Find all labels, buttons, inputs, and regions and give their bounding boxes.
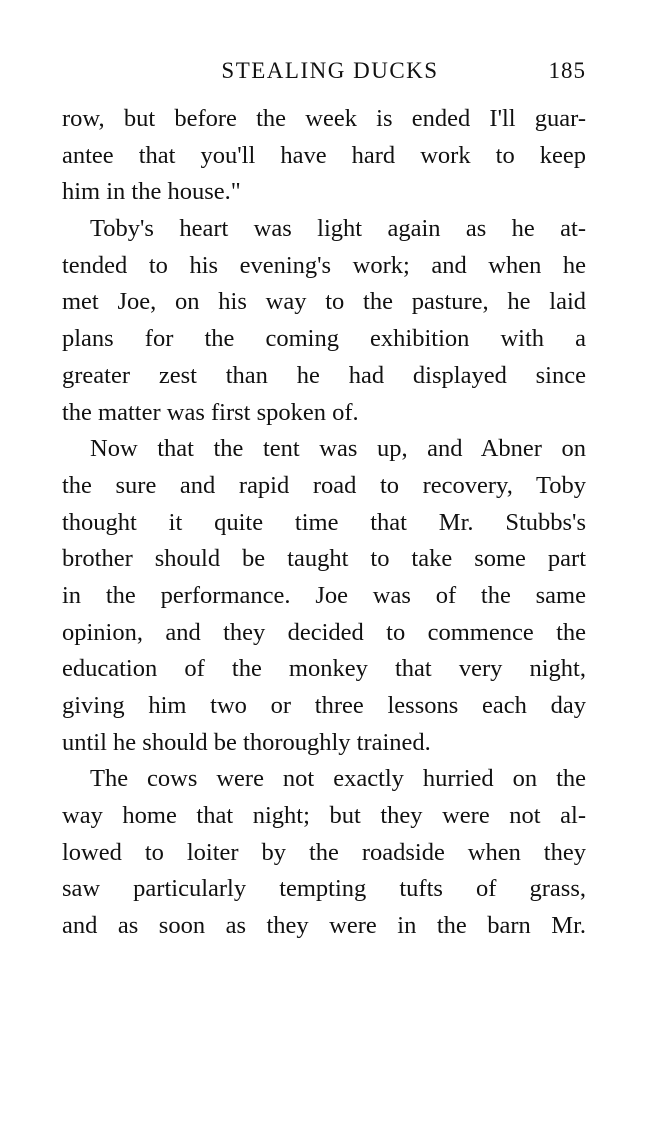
running-title: STEALING DUCKS xyxy=(221,58,439,83)
text-line: the sure and rapid road to recovery, Toby xyxy=(62,471,586,499)
paragraph-start-line: Toby's heart was light again as he at- xyxy=(90,215,586,243)
text-line: education of the monkey that very night, xyxy=(62,655,586,683)
body-text xyxy=(62,101,586,945)
text-line: greater zest than he had displayed since xyxy=(62,361,586,389)
text-line: him in the house." xyxy=(62,178,241,206)
text-line: in the performance. Joe was of the same xyxy=(62,581,586,609)
text-line: row, but before the week is ended I'll guar- xyxy=(62,105,586,132)
text-line: met Joe, on his way to the pasture, he laid xyxy=(62,288,586,316)
text-line: giving him two or three lessons each day xyxy=(62,692,586,719)
text-line: saw particularly tempting tufts of grass, xyxy=(62,875,586,903)
text-line: until he should be thoroughly trained. xyxy=(62,728,431,756)
text-line: and as soon as they were in the barn Mr. xyxy=(62,912,586,940)
text-line: way home that night; but they were not al- xyxy=(62,802,586,830)
text-line: thought it quite time that Mr. Stubbs's xyxy=(62,508,586,536)
text-line: lowed to loiter by the roadside when they xyxy=(62,838,586,866)
text-line: antee that you'll have hard work to keep xyxy=(62,141,586,169)
paragraph-start-line: The cows were not exactly hurried on the xyxy=(90,765,586,793)
text-line: tended to his evening's work; and when he xyxy=(62,251,586,279)
text-line: opinion, and they decided to commence the xyxy=(62,618,586,646)
page-number: 185 xyxy=(548,58,586,83)
text-line: plans for the coming exhibition with a xyxy=(62,325,586,353)
paragraph-start-line: Now that the tent was up, and Abner on xyxy=(90,435,586,463)
page-header xyxy=(62,54,586,88)
text-line: brother should be taught to take some part xyxy=(62,545,586,573)
text-line: the matter was first spoken of. xyxy=(62,398,359,426)
